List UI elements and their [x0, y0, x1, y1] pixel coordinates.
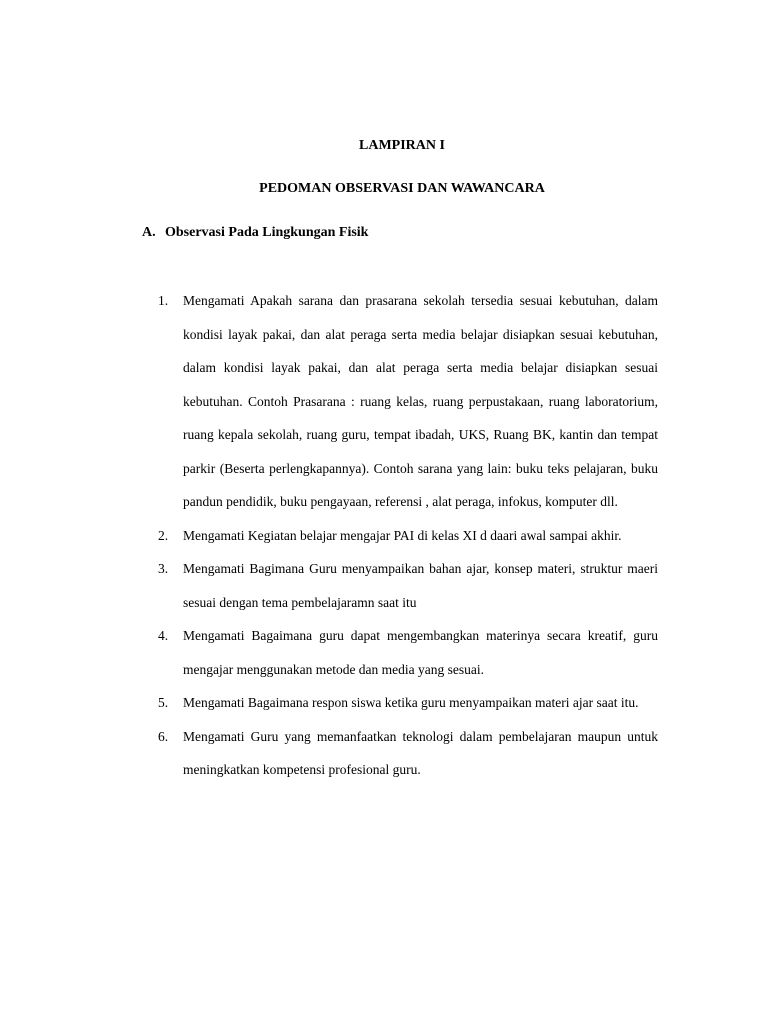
list-item-text: Mengamati Bagimana Guru menyampaikan bahan ajar, konsep materi, struktur maeri sesuai dengan tema pembelajaramn saat itu — [183, 561, 658, 610]
list-item-text: Mengamati Guru yang memanfaatkan teknologi dalam pembelajaran maupun untuk meningkatkan kompetensi profesional guru. — [183, 728, 658, 777]
list-item — [158, 552, 658, 619]
list-item — [158, 619, 658, 686]
list-item — [158, 720, 658, 787]
list-item-number: 5. — [158, 695, 169, 710]
list-item-text: Mengamati Bagaimana respon siswa ketika guru menyampaikan materi ajar saat itu. — [183, 695, 639, 710]
list-item-number: 4. — [158, 628, 169, 643]
list-item-number: 3. — [158, 561, 169, 576]
section-letter: A. — [142, 225, 156, 240]
list-item — [158, 519, 658, 553]
list-item-text: Mengamati Apakah sarana dan prasarana sekolah tersedia sesuai kebutuhan, dalam kondisi layak pakai, dan alat peraga serta media belajar disiapkan sesuai kebutuhan, dalam kondisi layak pakai, dan alat peraga serta media belajar disiapkan sesuai kebutuhan. Contoh Prasarana : ruang kelas, ruang perpustakaan, ruang laboratorium, ruang kepala sekolah, ruang guru, tempat ibadah, UKS, Ruang BK, kantin dan tempat parkir (Beserta perlengkapannya). Contoh sarana yang lain: buku teks pelajaran, buku pandun pendidik, buku pengayaan, referensi , alat peraga, infokus, komputer dll. — [183, 293, 658, 509]
list-item — [158, 284, 658, 519]
observation-list — [158, 284, 658, 787]
list-item-text: Mengamati Kegiatan belajar mengajar PAI di kelas XI d daari awal sampai akhir. — [183, 527, 622, 543]
section-heading-text: Observasi Pada Lingkungan Fisik — [165, 225, 369, 240]
section-heading — [142, 225, 368, 241]
page-title: LAMPIRAN I — [359, 138, 445, 153]
list-item-text: Mengamati Bagaimana guru dapat mengembangkan materinya secara kreatif, guru mengajar menggunakan metode dan media yang sesuai. — [183, 628, 658, 677]
list-item-number: 1. — [158, 293, 169, 308]
list-item-number: 2. — [158, 527, 169, 543]
list-item-number: 6. — [158, 728, 169, 744]
page-subtitle: PEDOMAN OBSERVASI DAN WAWANCARA — [259, 181, 545, 196]
list-item — [158, 686, 658, 720]
